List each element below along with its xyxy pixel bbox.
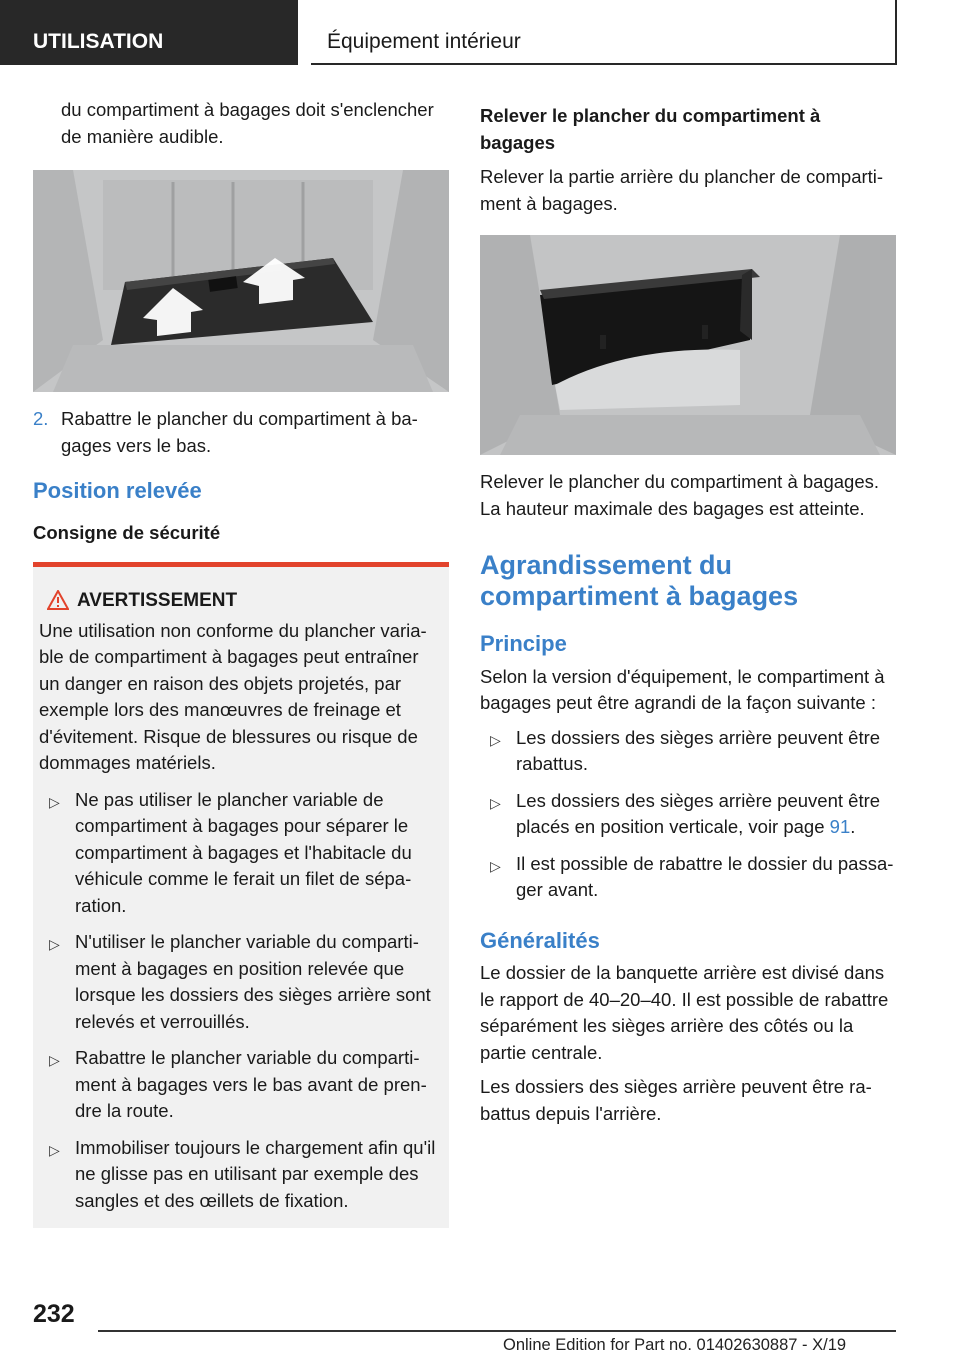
intro-text: du compartiment à bagages doit s'enclencher de manière audible. bbox=[61, 99, 434, 147]
warning-bullet-text: N'utiliser le plancher variable du compartiment à bagages en position relevée que lorsque les dossiers des sièges arrière sont relevés et verrouillés. bbox=[75, 931, 431, 1032]
principe-bullet-text: Les dossiers des sièges arrière peuvent être rabattus. bbox=[516, 726, 881, 774]
footer-divider bbox=[98, 1330, 896, 1332]
warning-text: Une utilisation non conforme du plancher variable de compartiment à bagages peut entraîner un danger en raison des objets projetés, par exemple lors des manœuvres de freinage et d'évitement. Risque de blessures ou risque de dommages matériels. bbox=[39, 619, 427, 773]
section-title: UTILISATION bbox=[33, 30, 164, 53]
warning-bullet-text: Immobiliser toujours le chargement afin qu'il ne glisse pas en utilisant par exemple des sangles et des œillets de fixation. bbox=[75, 1136, 436, 1211]
bullet-triangle-icon: ▷ bbox=[49, 793, 60, 810]
left-column bbox=[33, 97, 449, 1228]
warning-bullet bbox=[39, 1135, 443, 1215]
trunk-floor-raised-illustration bbox=[480, 235, 896, 455]
footer-edition: Online Edition for Part no. 01402630887 - X/19 bbox=[503, 1336, 847, 1354]
principe-heading: Principe bbox=[480, 631, 567, 656]
warning-bullet bbox=[39, 787, 443, 920]
bullet-triangle-icon: ▷ bbox=[490, 731, 501, 748]
generalites-text-1: Le dossier de la banquette arrière est divisé dans le rapport de 40–20–40. Il est possible de rabattre séparément les sièges arrière des côtés ou la partie centrale. bbox=[480, 962, 889, 1063]
warning-bullet-text: Rabattre le plancher variable du compartiment à bagages vers le bas avant de prendre la route. bbox=[75, 1047, 427, 1121]
right-column bbox=[480, 103, 898, 1127]
warning-bullet bbox=[39, 929, 443, 1035]
bullet-triangle-icon: ▷ bbox=[490, 794, 501, 811]
bullet-triangle-icon: ▷ bbox=[49, 936, 60, 952]
principe-bullet bbox=[480, 788, 898, 841]
step-number: 2. bbox=[33, 408, 49, 429]
bullet-triangle-icon: ▷ bbox=[49, 1052, 60, 1068]
principe-bullet-text: Les dossiers des sièges arrière peuvent être placés en position verticale, voir page bbox=[516, 789, 881, 837]
principe-bullet bbox=[480, 725, 898, 778]
bullet-triangle-icon: ▷ bbox=[490, 857, 501, 874]
warning-bullet bbox=[39, 1045, 443, 1125]
step-text: Rabattre le plancher du compartiment à bagages vers le bas. bbox=[61, 408, 418, 456]
warning-bullet-text: Ne pas utiliser le plancher variable de compartiment à bagages pour séparer le compartiment à bagages et l'habitacle du véhicule comme le ferait un filet de séparation. bbox=[75, 788, 412, 916]
relever-text: Relever la partie arrière du plancher de compartiment à bagages. bbox=[480, 166, 884, 214]
page-reference-link[interactable]: 91 bbox=[829, 816, 851, 837]
section-heading-agrandissement: Agrandissement du compartiment à bagages bbox=[480, 550, 799, 611]
principe-bullet-text: Il est possible de rabattre le dossier du passager avant. bbox=[516, 852, 894, 900]
chapter-header bbox=[311, 0, 897, 65]
chapter-title: Équipement intérieur bbox=[327, 30, 521, 53]
section-heading-position-relevee: Position relevée bbox=[33, 478, 202, 503]
warning-box bbox=[33, 562, 449, 1228]
generalites-text-2: Les dossiers des sièges arrière peuvent être rabattus depuis l'arrière. bbox=[480, 1076, 872, 1124]
principe-bullet bbox=[480, 851, 898, 904]
safety-subheading: Consigne de sécurité bbox=[33, 521, 221, 543]
warning-title-text: AVERTISSEMENT bbox=[77, 590, 238, 611]
principe-text: Selon la version d'équipement, le compartiment à bagages peut être agrandi de la façon suivante : bbox=[480, 665, 885, 713]
section-tab bbox=[0, 0, 298, 65]
trunk-floor-folding-illustration bbox=[33, 170, 449, 392]
generalites-heading: Généralités bbox=[480, 927, 600, 953]
warning-triangle-icon bbox=[47, 590, 69, 610]
page-number: 232 bbox=[33, 1300, 75, 1328]
bullet-triangle-icon: ▷ bbox=[49, 1141, 60, 1158]
page-ref-suffix: . bbox=[850, 816, 856, 837]
subsection-heading-relever: Relever le plancher du compartiment à bagages bbox=[480, 105, 821, 153]
step-2 bbox=[33, 406, 449, 459]
raised-caption: Relever le plancher du compartiment à bagages. La hauteur maximale des bagages est atteinte. bbox=[480, 471, 880, 519]
warning-title bbox=[39, 588, 443, 615]
